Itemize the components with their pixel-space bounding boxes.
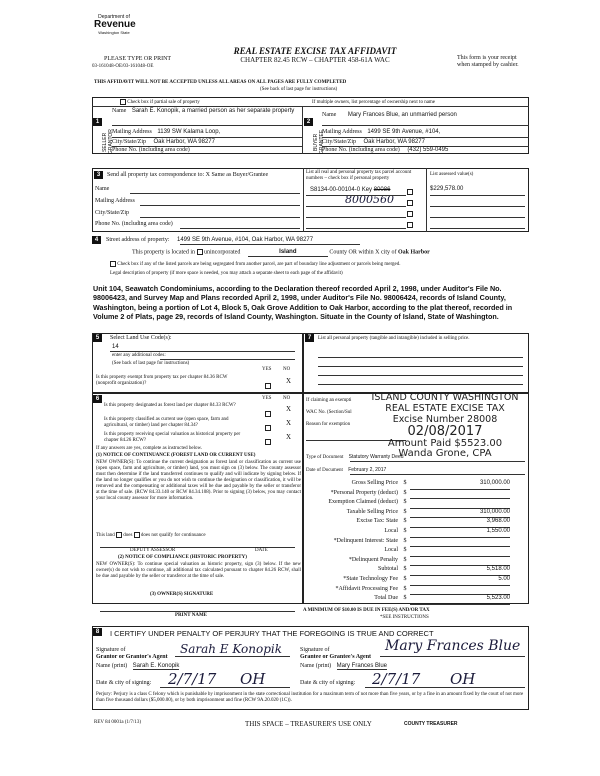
buyer-mailing[interactable]: 1499 SE 9th Avenue, #104,	[367, 129, 441, 135]
does-checkbox[interactable]	[116, 532, 122, 538]
tax-row-label: *Delinquent Penalty	[348, 556, 398, 563]
land-use-see-back: (See back of last page for instructions)	[112, 361, 190, 366]
historic-yes-checkbox[interactable]	[265, 433, 271, 451]
tax-row-value[interactable]: 3,968.00	[410, 518, 510, 528]
tax-row-currency: $	[403, 575, 407, 582]
historic-no-mark: X	[286, 433, 292, 441]
parcel-header: List all real and personal property tax parcel account numbers – check box if personal property	[306, 170, 412, 181]
tax-row-value[interactable]: 310,000.00	[410, 480, 510, 490]
tax-row-value[interactable]	[410, 490, 510, 500]
current-use-no-mark: X	[286, 419, 292, 427]
tax-row-currency: $	[403, 489, 407, 496]
does-label: does	[123, 533, 133, 539]
stamp-line-3: Excise Number 28008	[392, 414, 498, 425]
notice-1-title: (1) NOTICE OF CONTINUANCE (FOREST LAND OR CURRENT USE)	[96, 453, 256, 458]
grantor-name-row	[96, 663, 179, 670]
tax-row-value[interactable]: 5.00	[410, 576, 510, 586]
parcel-struck-key: 80086	[373, 187, 391, 193]
segregated-label: Check box if any of the listed parcels are being segregated from another parcel, are part of boundary line adjustment or parcels being merged.	[117, 262, 401, 268]
buyer-city-label: City/State/Zip	[322, 139, 356, 145]
seller-side-label: SELLER GRANTOR	[102, 129, 114, 154]
parcel-number[interactable]: S8134-00-00104-0 Key	[310, 187, 373, 193]
s5-no: NO	[283, 367, 291, 372]
buyer-city[interactable]: Oak Harbor, WA 98277	[363, 139, 425, 145]
buyer-mailing-row	[322, 129, 440, 136]
tax-row	[306, 547, 526, 557]
tax-row	[306, 566, 526, 576]
tax-row	[306, 576, 526, 586]
owner-signature-label: (3) OWNER(S) SIGNATURE	[150, 592, 214, 597]
located-label: This property is located in	[132, 249, 195, 256]
if-yes-note: If any answers are yes, complete as instructed below.	[96, 446, 203, 451]
tax-row-total	[306, 595, 526, 605]
notice-2-title: (2) NOTICE OF COMPLIANCE (HISTORIC PROPERTY)	[118, 555, 247, 560]
grantee-name-row	[300, 663, 387, 670]
tax-row-label: Local	[384, 527, 398, 534]
buyer-name-label: Name	[322, 112, 337, 118]
personal-property-checkbox-4[interactable]	[407, 222, 413, 228]
street-address[interactable]: 1499 SE 9th Avenue, #104, Oak Harbor, WA 98277	[176, 237, 314, 243]
tax-row-currency: $	[403, 518, 407, 525]
county-treasurer-label: COUNTY TREASURER	[404, 721, 458, 727]
continuance-row	[96, 532, 206, 539]
s6-yes: YES	[262, 396, 272, 401]
partial-sale-label: Check box if partial sale of property	[127, 100, 200, 106]
document-type[interactable]: Statutory Warranty Deed	[348, 454, 404, 460]
buyer-phone-label: Phone No. (including area code)	[322, 147, 400, 153]
street-label: Street address of property:	[106, 237, 170, 243]
deputy-date-label: DATE	[255, 548, 268, 553]
section-8-number: 8	[93, 628, 102, 636]
personal-property-checkbox-1[interactable]	[407, 189, 413, 195]
grantor-sig-label-2: Grantor or Grantor's Agent	[96, 654, 168, 660]
tax-row-currency: $	[403, 480, 407, 486]
grantor-name[interactable]: Sarah E. Konopik	[132, 663, 180, 669]
tax-row-value[interactable]: 5,523.00	[410, 595, 510, 605]
tax-row-currency: $	[403, 556, 407, 563]
document-date-label: Date of Document	[306, 468, 343, 473]
does-not-checkbox[interactable]	[134, 532, 140, 538]
tax-row-value[interactable]	[410, 538, 510, 548]
treasurer-space-label: THIS SPACE – TREASURER'S USE ONLY	[245, 720, 372, 728]
dept-state: Washington State	[98, 30, 130, 35]
tax-row-label: *Affidavit Processing Fee	[335, 585, 398, 592]
minimum-fee-note: A MINIMUM OF $10.00 IS DUE IN FEE(S) AND/OR TAX	[303, 608, 430, 613]
county-suffix: County OR within X city of	[329, 249, 397, 256]
tax-row	[306, 586, 526, 596]
grantee-sig-label-2: Grantee or Grantee's Agent	[300, 654, 372, 660]
document-date[interactable]: February 2, 2017	[348, 467, 387, 473]
additional-codes-label: enter any additional codes:	[112, 353, 166, 358]
tax-row	[306, 528, 526, 538]
forest-no-mark: X	[286, 405, 292, 413]
deputy-assessor-label: DEPUTY ASSESSOR	[130, 548, 176, 553]
stamp-line-4: 02/08/2017	[407, 424, 483, 439]
reason-label: Reason for exemption	[306, 422, 351, 427]
tax-row	[306, 538, 526, 548]
exempt-question: Is this property exempt from property tax per chapter 84.36 RCW (nonprofit organization)?	[96, 375, 228, 386]
section-2-number: 2	[304, 118, 313, 126]
tax-row-currency: $	[403, 595, 407, 602]
tax-row-label: Local	[384, 547, 398, 554]
section-3-number: 3	[94, 171, 103, 179]
s6-question-2: Is this property classified as current use (open space, farm and agricultural, or timber) land per chapter 84.34?	[104, 417, 229, 428]
form-title: REAL ESTATE EXCISE TAX AFFIDAVIT	[233, 46, 397, 56]
tax-row-value[interactable]	[410, 547, 510, 557]
receipt-note: This form is your receipt when stamped by cashier.	[457, 55, 519, 68]
personal-property-checkbox-2[interactable]	[407, 200, 413, 206]
multiple-owners-note: If multiple owners, list percentage of ownership next to name	[312, 100, 436, 105]
seller-name-label: Name	[112, 108, 127, 114]
does-not-label: does not qualify for continuance	[140, 533, 206, 539]
tax-row-label: *State Technology Fee	[343, 575, 398, 582]
s3-city-label: City/State/Zip	[95, 210, 129, 216]
claiming-exemption-label: If claiming an exempti	[306, 398, 352, 403]
tax-row	[306, 518, 526, 528]
treasurer-stamp	[365, 392, 525, 459]
assessed-header: List assessed value(s)	[430, 172, 474, 177]
buyer-mailing-label: Mailing Address	[322, 129, 362, 135]
segregated-checkbox[interactable]	[110, 261, 116, 267]
s3-mailing-label: Mailing Address	[95, 198, 135, 204]
form-numbers: 03-161048-OE/03-161048-OE	[92, 64, 154, 69]
section-6-number: 6	[93, 395, 102, 403]
tax-row-label: Subtotal	[377, 566, 398, 573]
stamp-line-1: ISLAND COUNTY WASHINGTON	[371, 392, 519, 403]
section-4-number: 4	[92, 236, 101, 244]
tax-row-label: Excise Tax: State	[356, 518, 398, 525]
section-7-number: 7	[305, 334, 314, 342]
tax-row-value[interactable]: 5,518.00	[410, 566, 510, 576]
tax-table	[306, 480, 526, 605]
certify-statement: I CERTIFY UNDER PENALTY OF PERJURY THAT THE FOREGOING IS TRUE AND CORRECT	[110, 629, 434, 638]
parcel-handwritten-key: 8000560	[345, 193, 394, 206]
tax-row-currency: $	[403, 499, 407, 506]
tax-row-label: Exemption Claimed (deduct)	[328, 499, 398, 506]
tax-row-label: Total Due	[374, 595, 398, 602]
tax-row-label: *Personal Property (deduct)	[330, 489, 398, 496]
tax-row	[306, 509, 526, 519]
stamp-line-2: REAL ESTATE EXCISE TAX	[385, 403, 505, 414]
tax-row	[306, 480, 526, 490]
tax-row-currency: $	[403, 566, 407, 573]
buyer-name[interactable]: Mary Frances Blue, an unmarried person	[347, 112, 457, 118]
dept-big: Revenue	[94, 19, 136, 30]
notice-2-body: NEW OWNER(S): To continue special valuation as historic property, sign (3) below. If the new owner(s) do not wish to continue, all additional tax calculated pursuant to chapter 84.26 RCW, shall be due and payable by the seller or transferor at the time of sale.	[96, 562, 301, 579]
seller-city[interactable]: Oak Harbor, WA 98277	[153, 139, 215, 145]
tax-row-currency: $	[403, 547, 407, 554]
grantee-name-label: Name (print)	[300, 663, 332, 669]
tax-row-currency: $	[403, 537, 407, 544]
tax-row-label: Gross Selling Price	[351, 480, 398, 486]
perjury-warning: Perjury: Perjury is a class C felony which is punishable by imprisonment in the state correctional institution for a maximum term of not more than five years, or by a fine in an amount fixed by the court of not more than five thousand dollars ($5,000.00), or by both imprisonment and fine (RCW 9A.20.020 (1C)).	[96, 692, 524, 703]
street-row	[106, 237, 313, 244]
tax-row-label: *Delinquent Interest: State	[333, 537, 398, 544]
document-type-row	[306, 454, 404, 461]
section-1-number: 1	[93, 118, 102, 126]
land-use-code[interactable]: 14	[112, 344, 119, 350]
segregated-row	[110, 261, 401, 268]
dept-small: Department of	[98, 14, 130, 20]
unincorporated-checkbox[interactable]	[197, 249, 203, 255]
grantee-city[interactable]: OH	[450, 670, 476, 688]
s3-phone-label: Phone No. (including area code)	[95, 221, 173, 227]
personal-property-label: List all personal property (tangible and intangible) included in selling price.	[318, 336, 470, 341]
stamp-line-6: Wanda Grone, CPA	[398, 448, 492, 459]
s6-question-3: Is this property receiving special valuation as historical property per chapter 84.26 RCW?	[104, 432, 241, 443]
buyer-phone[interactable]: (432) 559-0495	[407, 147, 449, 153]
grantor-name-label: Name (print)	[96, 663, 128, 669]
tax-row-value[interactable]	[410, 586, 510, 596]
tax-row-currency: $	[403, 585, 407, 592]
s3-name-label: Name	[95, 186, 110, 192]
grantee-sig-label-1: Signature of	[300, 647, 330, 653]
grantor-date-label: Date & city of signing:	[96, 680, 152, 686]
personal-property-checkbox-3[interactable]	[407, 211, 413, 217]
grantee-sig-label	[300, 647, 371, 661]
tax-row	[306, 499, 526, 509]
print-note: PLEASE TYPE OR PRINT	[104, 56, 172, 62]
form-chapter: CHAPTER 82.45 RCW – CHAPTER 458-61A WAC	[240, 56, 390, 64]
city-value[interactable]: Oak Harbor	[398, 249, 430, 256]
county-value[interactable]: Island	[248, 249, 328, 257]
stamp-line-5: Amount Paid $5523.00	[387, 438, 503, 449]
send-correspondence-label: Send all property tax correspondence to: X Same as Buyer/Grantee	[107, 172, 269, 178]
land-use-label: Select Land Use Code(s):	[110, 335, 172, 341]
legal-description-label: Legal description of property (if more space is needed, you may attach a separate sheet to each page of the affidavit)	[110, 271, 343, 276]
seller-mailing-label: Mailing Address	[112, 129, 152, 135]
legal-description[interactable]: Unit 104, Seawatch Condominiums, according to the Declaration thereof recorded April 2, 1998, under Auditor's File No. 98006423, and Survey Map and Plans recorded April 2, 1998, under Auditor's File No. 98006424, records of Island County, Washington, being a portion of Lot 4, Block 5, Oak Grove Addition to Oak Harbor, according to the plat thereof, recorded in Volume 2 of Plats, page 29, records of Island County, Washington. Situate in the County of Island, State of Washington.	[93, 284, 513, 322]
assessed-value[interactable]: $229,578.00	[430, 186, 464, 192]
unincorporated-label: unincorporated	[204, 249, 241, 256]
grantee-signature[interactable]: Mary Frances Blue	[385, 638, 521, 654]
s5-yes: YES	[262, 367, 272, 372]
grantee-date[interactable]: 2/7/17	[372, 670, 421, 688]
s6-question-1: Is this property designated as forest land per chapter 84.33 RCW?	[104, 403, 236, 408]
tax-row-currency: $	[403, 508, 407, 515]
see-back-note: (See back of last page for instructions)	[260, 87, 338, 92]
grantor-sig-label	[96, 647, 168, 661]
seller-city-row	[112, 139, 215, 146]
document-type-label: Type of Document	[306, 455, 344, 460]
tax-row	[306, 490, 526, 500]
seller-phone-label: Phone No. (including area code)	[112, 147, 190, 153]
not-accepted-note: THIS AFFIDAVIT WILL NOT BE ACCEPTED UNLESS ALL AREAS ON ALL PAGES ARE FULLY COMPLETED	[94, 80, 347, 85]
buyer-name-row	[322, 112, 457, 119]
seller-name-row	[112, 108, 302, 115]
buyer-phone-row	[322, 147, 448, 154]
buyer-city-row	[322, 139, 425, 146]
tax-row-value[interactable]: 310,000.00	[410, 509, 510, 519]
grantee-name[interactable]: Mary Frances Blue	[336, 663, 388, 669]
seller-mailing[interactable]: 1139 SW Kalama Loop,	[157, 129, 221, 135]
grantor-date[interactable]: 2/7/17	[168, 670, 217, 688]
tax-row-value[interactable]	[410, 499, 510, 509]
partial-sale-checkbox[interactable]	[120, 99, 126, 105]
see-instructions-note: *SEE INSTRUCTIONS	[380, 615, 429, 620]
tax-row-currency: $	[403, 527, 407, 534]
parcel-checkboxes	[407, 186, 413, 230]
grantee-date-label: Date & city of signing:	[300, 680, 356, 686]
buyer-side-label: BUYER GRANTEE	[313, 129, 325, 154]
located-row	[132, 249, 430, 257]
section-5-number: 5	[93, 334, 102, 342]
exempt-no-mark: X	[286, 377, 292, 385]
tax-row	[306, 557, 526, 567]
dor-logo	[94, 14, 134, 35]
tax-row-value[interactable]	[410, 557, 510, 567]
seller-name[interactable]: Sarah E. Konopik, a married person as her separate property	[131, 108, 295, 114]
seller-city-label: City/State/Zip	[112, 139, 146, 145]
tax-row-value[interactable]: 1,550.00	[410, 528, 510, 538]
document-date-row	[306, 467, 386, 474]
form-revision: REV 84 0001a (1/7/13)	[94, 720, 141, 725]
grantor-city[interactable]: OH	[240, 670, 266, 688]
grantor-sig-label-1: Signature of	[96, 647, 126, 653]
seller-mailing-row	[112, 129, 220, 136]
print-name-label: PRINT NAME	[175, 613, 207, 618]
this-land-label: This land	[96, 533, 115, 539]
wac-label: WAC No. (Section/Sul	[306, 410, 352, 415]
grantor-signature[interactable]: Sarah E Konopik	[180, 642, 282, 656]
notice-1-body: NEW OWNER(S): To continue the current designation as forest land or classification as current use (open space, farm and agriculture, or timber) land, you must sign on (3) below. The county assessor must then determine if the land transferred continues to qualify and will indicate by signing below. If the land no longer qualifies or you do not wish to continue the designation or classification, it will be removed and the compensating or additional taxes will be due and payable by the seller or transferor at the time of sale. (RCW 84.33.140 or RCW 84.34.108). Prior to signing (3) below, you may contact your local county assessor for more information.	[96, 460, 301, 501]
s6-no: NO	[283, 396, 291, 401]
tax-row-label: Taxable Selling Price	[346, 508, 398, 515]
